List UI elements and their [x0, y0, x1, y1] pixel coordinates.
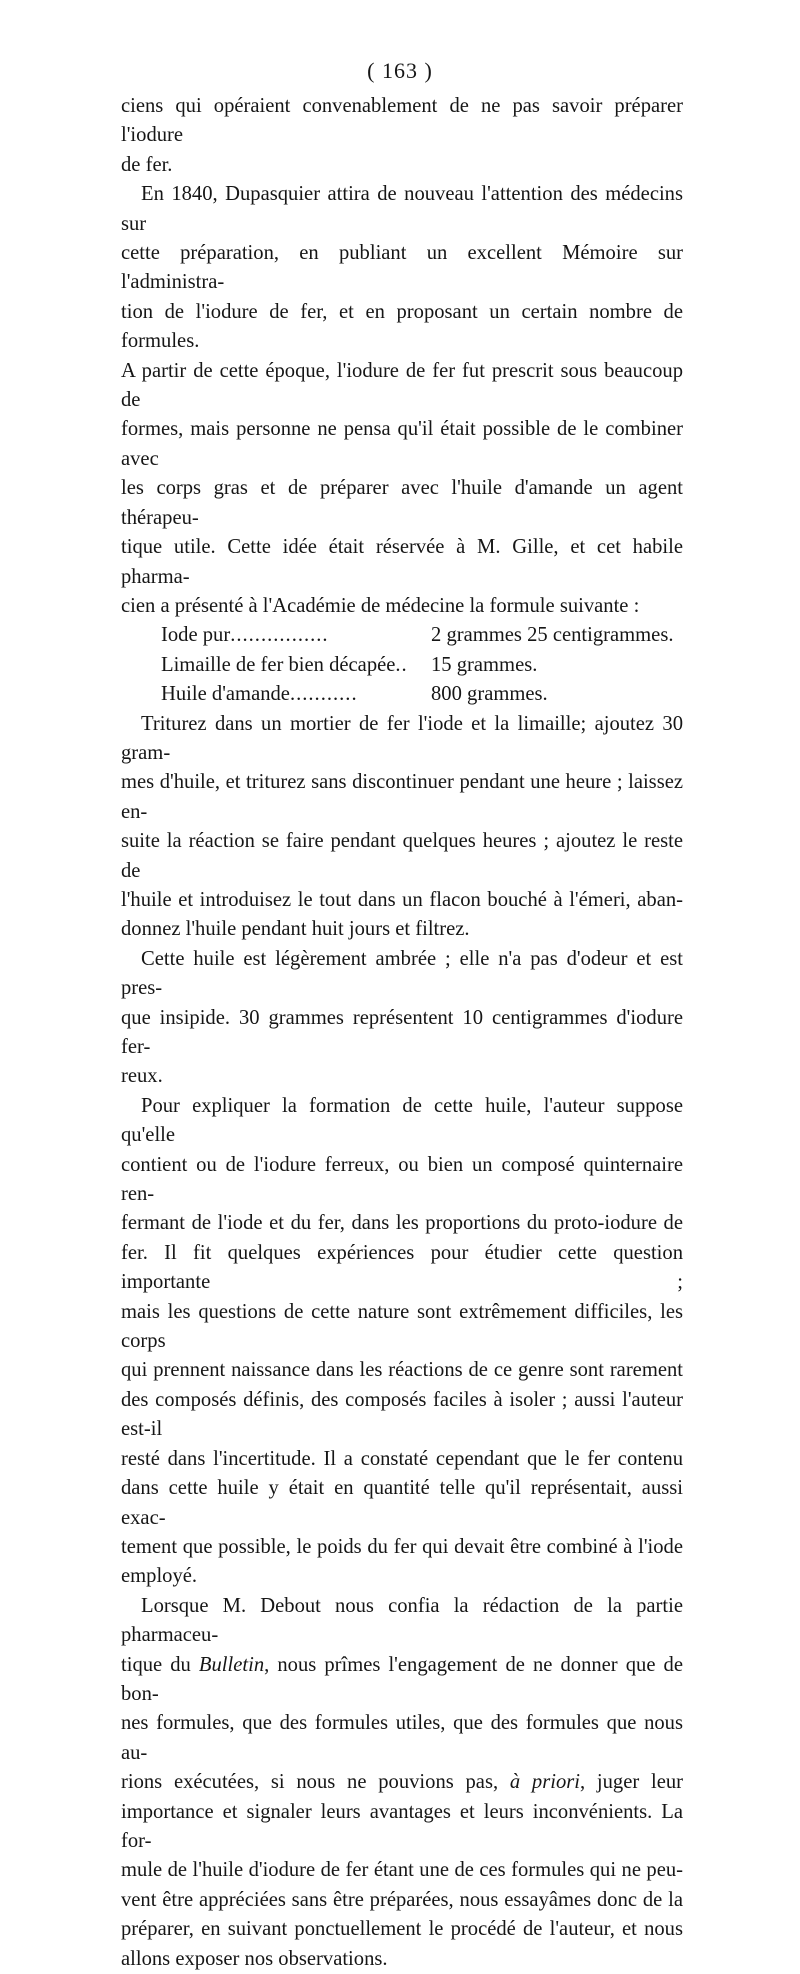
- paragraph-cette-huile: [121, 945, 683, 1004]
- bulletin-title: Bulletin: [198, 1653, 265, 1676]
- text-line: tement que possible, le poids du fer qui devait être combiné à l'iode: [121, 1535, 683, 1558]
- paragraph-triturez: [121, 710, 683, 769]
- text-line: Triturez dans un mortier de fer l'iode et la limaille; ajoutez 30 gram-: [121, 712, 683, 764]
- text-line-rest: , juger leur: [580, 1771, 683, 1794]
- text-line: ciens qui opéraient convenablement de ne pas savoir préparer l'iodure: [121, 95, 683, 147]
- text-line: importance et signaler leurs avantages et leurs inconvénients. La for-: [121, 1800, 683, 1852]
- text-line: tique utile. Cette idée était réservée à M. Gille, et cet habile pharma-: [121, 536, 683, 588]
- paragraph-dupasquier: [121, 180, 683, 239]
- text-line-block: [121, 1151, 683, 1210]
- text-line-block: [121, 1709, 683, 1768]
- formula-amount: 15 grammes.: [431, 653, 538, 676]
- text-line-block: [121, 1209, 683, 1238]
- text-line: cien a présenté à l'Académie de médecine la formule suivante :: [121, 594, 640, 617]
- text-line-block: [121, 1651, 683, 1710]
- text-line-block: [121, 1562, 683, 1591]
- text-line-block: [121, 239, 683, 298]
- text-line-block: [121, 827, 683, 886]
- text-line-block: [121, 1004, 683, 1063]
- text-line: suite la réaction se faire pendant quelques heures ; ajoutez le reste de: [121, 830, 683, 882]
- text-line: Cette huile est légèrement ambrée ; elle n'a pas d'odeur et est pres-: [121, 947, 683, 1000]
- text-line-start: tique du: [121, 1653, 199, 1676]
- text-line-block: [121, 1062, 683, 1091]
- text-line: donnez l'huile pendant huit jours et filtrez.: [121, 918, 470, 941]
- text-line: formes, mais personne ne pensa qu'il était possible de le combiner avec: [121, 418, 683, 470]
- text-line: En 1840, Dupasquier attira de nouveau l'attention des médecins sur: [121, 183, 683, 235]
- text-line: cette préparation, en publiant un excellent Mémoire sur l'administra-: [121, 242, 683, 294]
- text-line: Pour expliquer la formation de cette huile, l'auteur suppose qu'elle: [121, 1094, 683, 1147]
- text-line-block: [121, 298, 683, 357]
- text-line: mule de l'huile d'iodure de fer étant une de ces formules qui ne peu-: [121, 1859, 683, 1882]
- text-line-block: [121, 474, 683, 533]
- text-line-block: [121, 357, 683, 416]
- formula-row: [121, 621, 683, 650]
- leader-dots: ..: [395, 653, 408, 676]
- text-line-block: [121, 1386, 683, 1445]
- formula-ingredient: [161, 621, 431, 650]
- text-line-block: [121, 1945, 683, 1974]
- text-line: qui prennent naissance dans les réactions de ce genre sont rarement: [121, 1359, 683, 1382]
- page-number: ( 163 ): [367, 58, 433, 83]
- text-line: resté dans l'incertitude. Il a constaté cependant que le fer contenu: [121, 1447, 683, 1470]
- formula-table: [121, 621, 683, 709]
- formula-ingredient: [161, 651, 431, 680]
- paragraph-pour-expliquer: [121, 1092, 683, 1151]
- ingredient-name: Limaille de fer bien décapée: [161, 653, 396, 676]
- formula-row: [121, 680, 683, 709]
- paragraph-continuation: [121, 92, 683, 151]
- text-line-block: [121, 915, 683, 944]
- text-line: de fer.: [121, 153, 173, 176]
- text-line-block: [121, 1445, 683, 1474]
- text-line-rest: , nous prîmes l'engagement de ne donner que de bon-: [121, 1653, 683, 1705]
- text-line-start: rions exécutées, si nous ne pouvions pas,: [121, 1771, 510, 1794]
- leader-dots: ...........: [289, 683, 358, 706]
- text-line-block: [121, 1856, 683, 1885]
- text-line-block: [121, 533, 683, 592]
- formula-ingredient: [161, 680, 431, 709]
- text-line-block: [121, 1798, 683, 1857]
- text-line: contient ou de l'iodure ferreux, ou bien un composé quinternaire ren-: [121, 1153, 683, 1206]
- text-line: l'huile et introduisez le tout dans un flacon bouché à l'émeri, aban-: [121, 888, 683, 911]
- text-line: mais les questions de cette nature sont extrêmement difficiles, les corps: [121, 1300, 683, 1353]
- text-line: allons exposer nos observations.: [121, 1947, 388, 1970]
- text-line: préparer, en suivant ponctuellement le procédé de l'auteur, et nous: [121, 1918, 683, 1941]
- text-line-block: [121, 1356, 683, 1385]
- text-line: des composés définis, des composés faciles à isoler ; aussi l'auteur est-il: [121, 1388, 683, 1441]
- text-line: mes d'huile, et triturez sans discontinuer pendant une heure ; laissez en-: [121, 771, 683, 823]
- text-line: que insipide. 30 grammes représentent 10 centigrammes d'iodure fer-: [121, 1006, 683, 1058]
- paragraph-continuation-end: [121, 151, 683, 180]
- text-line: fermant de l'iode et du fer, dans les proportions du proto-iodure de: [121, 1212, 683, 1235]
- text-line: vent être appréciées sans être préparées, nous essayâmes donc de la: [121, 1888, 683, 1911]
- text-line-block: [121, 592, 683, 621]
- text-line-block: [121, 1239, 683, 1298]
- formula-amount: 2 grammes 25 centigrammes.: [431, 624, 674, 647]
- text-line-block: [121, 886, 683, 915]
- text-line-block: [121, 1915, 683, 1944]
- text-line: dans cette huile y était en quantité telle qu'il représentait, aussi exac-: [121, 1477, 683, 1529]
- text-line-block: [121, 1533, 683, 1562]
- text-line: les corps gras et de préparer avec l'huile d'amande un agent thérapeu-: [121, 477, 683, 529]
- text-line-block: [121, 1474, 683, 1533]
- text-line: reux.: [121, 1065, 163, 1088]
- text-line-block: [121, 415, 683, 474]
- text-line-block: [121, 1886, 683, 1915]
- formula-row: [121, 651, 683, 680]
- ingredient-name: Iode pur: [161, 624, 231, 647]
- formula-amount: 800 grammes.: [431, 683, 548, 706]
- text-line: fer. Il fit quelques expériences pour étudier cette question importante ;: [121, 1241, 683, 1294]
- ingredient-name: Huile d'amande: [161, 683, 290, 706]
- leader-dots: ................: [230, 624, 329, 647]
- body-text: [121, 92, 683, 1974]
- text-line: employé.: [121, 1565, 198, 1588]
- text-line-block: [121, 1298, 683, 1357]
- text-line: Lorsque M. Debout nous confia la rédaction de la partie pharmaceu-: [121, 1594, 683, 1647]
- text-line: nes formules, que des formules utiles, que des formules que nous au-: [121, 1712, 683, 1764]
- text-line: tion de l'iodure de fer, et en proposant un certain nombre de formules.: [121, 300, 683, 353]
- text-line-block: [121, 768, 683, 827]
- a-priori-phrase: à priori: [509, 1771, 580, 1794]
- paragraph-lorsque: [121, 1592, 683, 1651]
- text-line: A partir de cette époque, l'iodure de fer fut prescrit sous beaucoup de: [121, 359, 683, 412]
- text-line-block: [121, 1768, 683, 1797]
